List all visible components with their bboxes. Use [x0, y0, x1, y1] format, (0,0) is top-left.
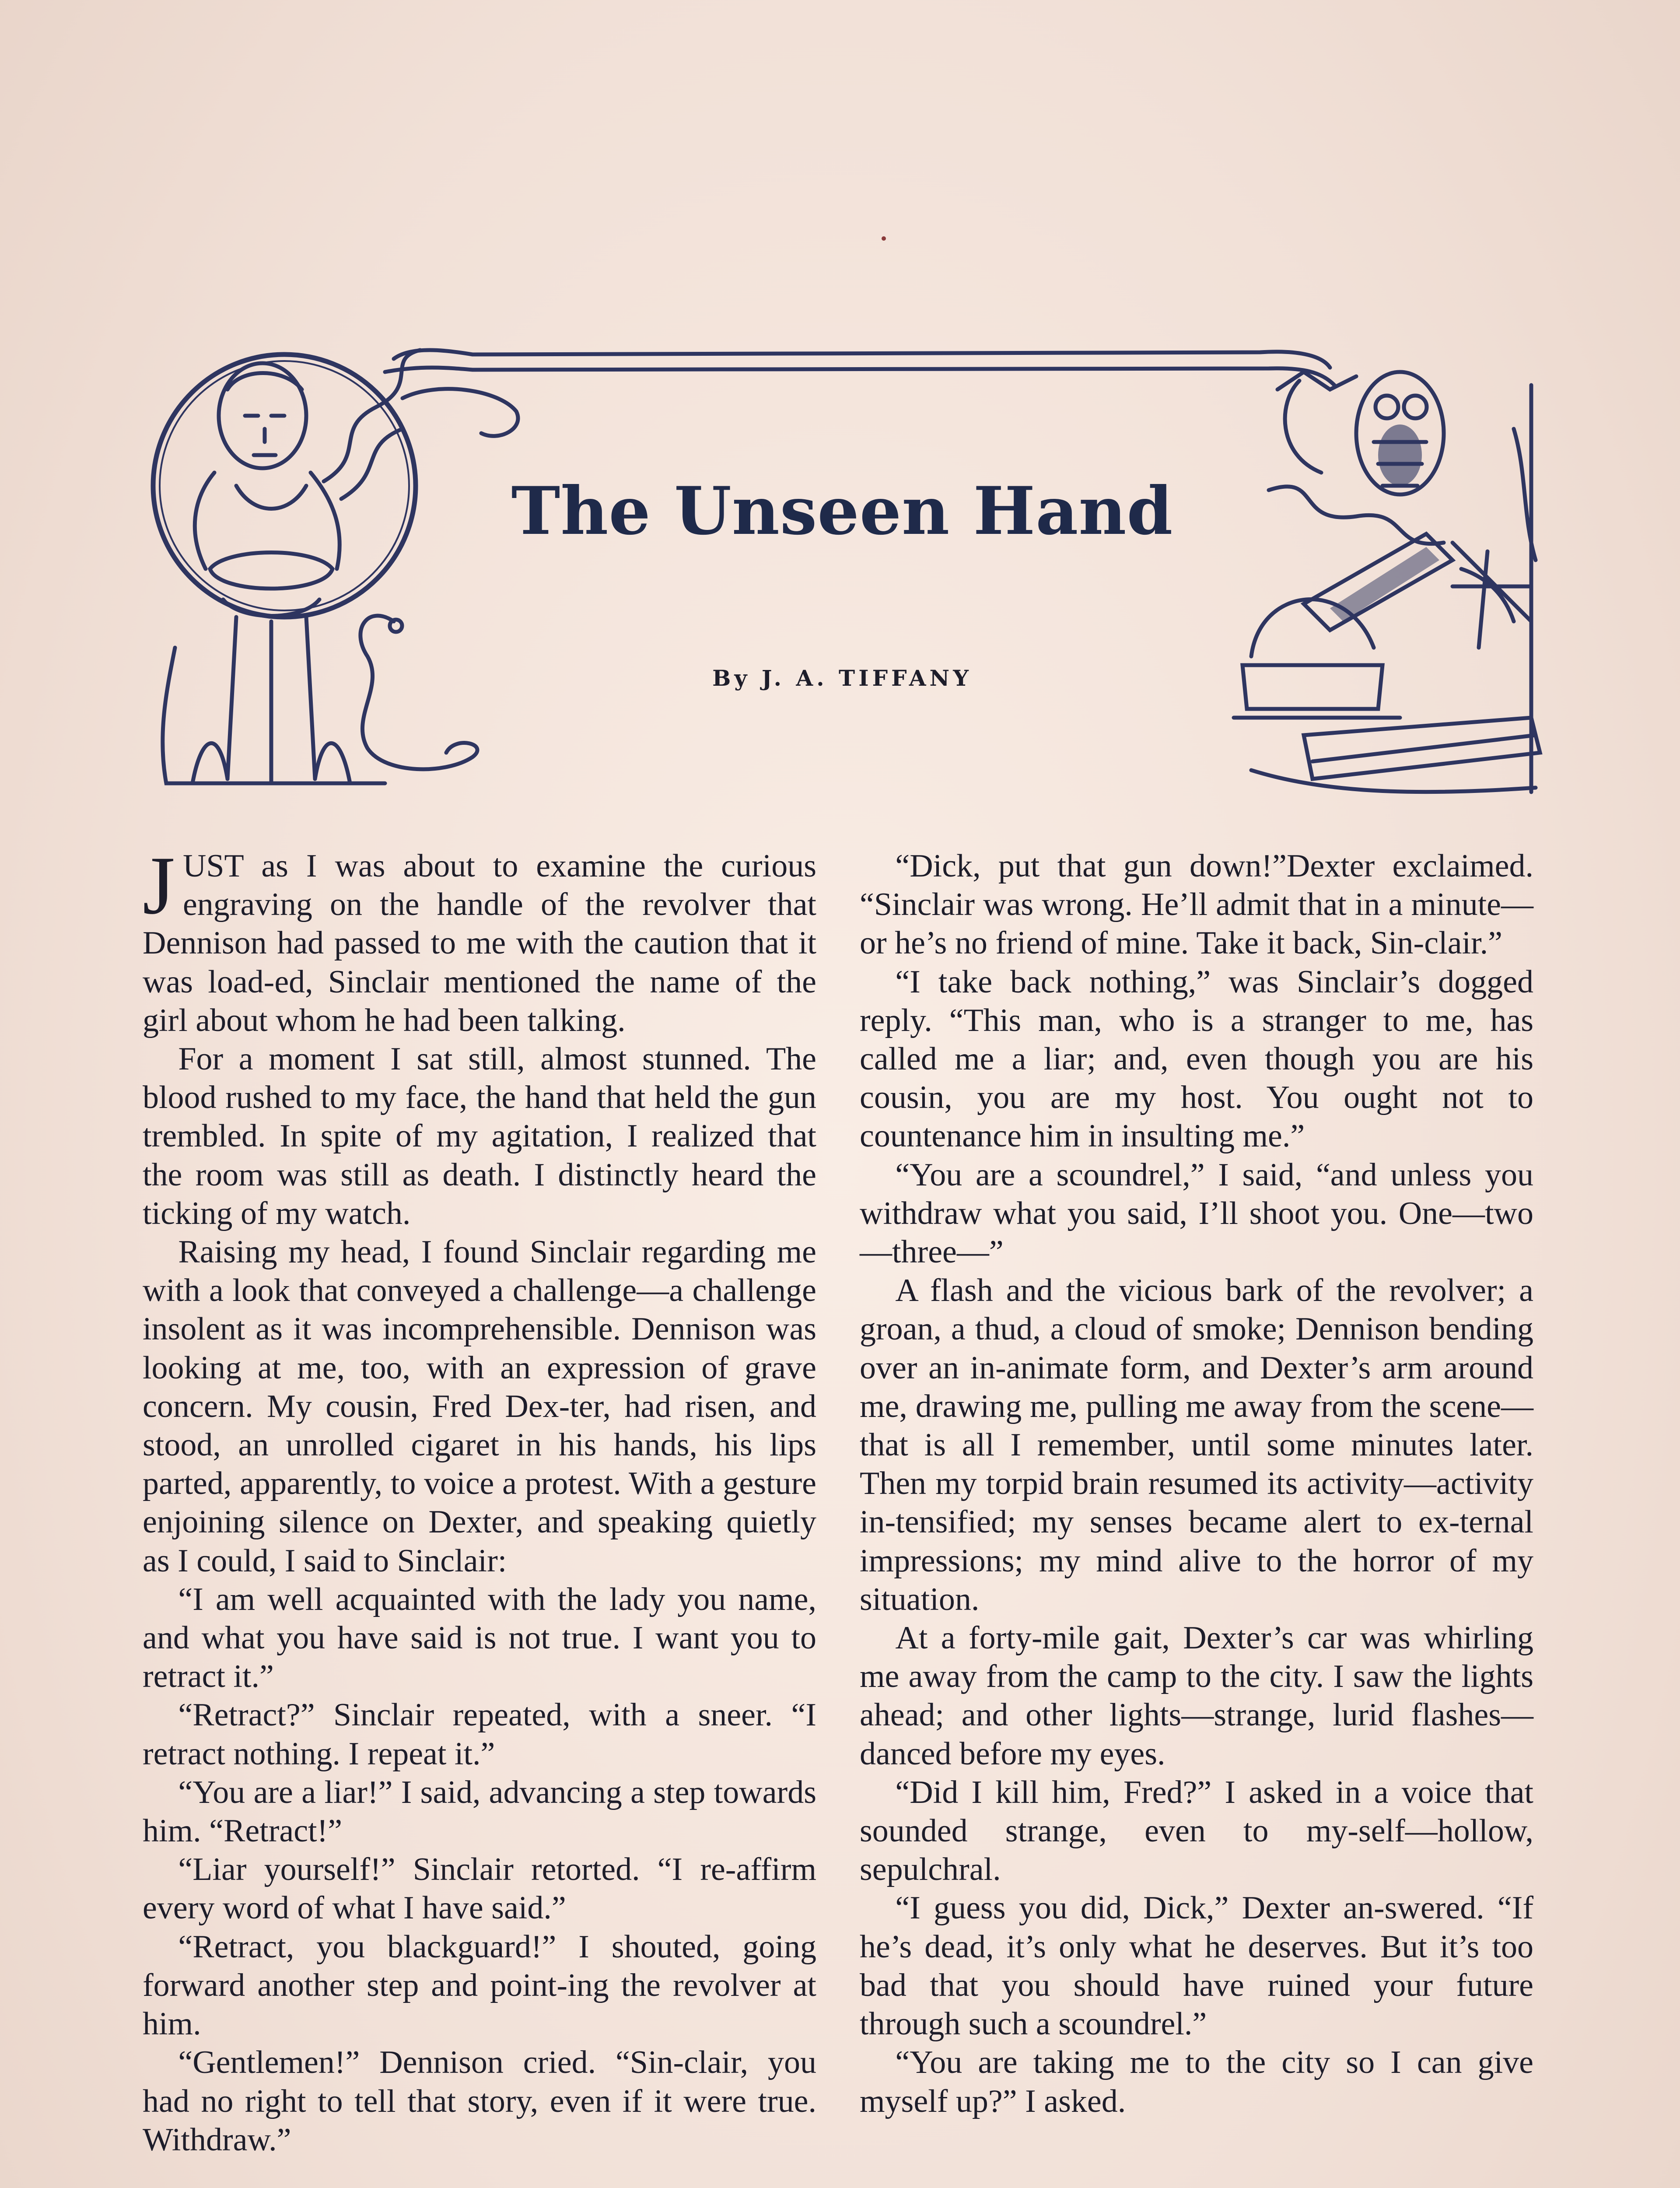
paragraph: “Retract?” Sinclair repeated, with a sneer. “I retract nothing. I repeat it.” — [143, 1697, 816, 1772]
paragraph: “I take back nothing,” was Sinclair’s dogged reply. “This man, who is a stranger to me, has called me a liar; and, even though you are his cousin, you are my host. You ought not to countenance him in insulting me.” — [860, 964, 1533, 1154]
drop-cap: J — [143, 840, 175, 932]
paragraph: “I am well acquainted with the lady you name, and what you have said is not true. I want you to retract it.” — [143, 1581, 816, 1695]
paragraph: At a forty-mile gait, Dexter’s car was whirling me away from the camp to the city. I saw the lights ahead; and other lights—strange, lurid flashes—danced before my eyes. — [860, 1620, 1533, 1772]
text-column-right — [860, 847, 1533, 2121]
decorative-border-illustration — [140, 341, 1544, 810]
paragraph: “Did I kill him, Fred?” I asked in a voice that sounded strange, even to my-self—hollow, sepulchral. — [860, 1774, 1533, 1888]
story-byline: By J. A. TIFFANY — [712, 665, 972, 691]
paragraph: For a moment I sat still, almost stunned. The blood rushed to my face, the hand that held the gun trembled. In spite of my agitation, I realized that the room was still as death. I distinctly heard the ticking of my watch. — [143, 1041, 816, 1231]
paragraph: A flash and the vicious bark of the revolver; a groan, a thud, a cloud of smoke; Dennison bending over an in-animate form, and Dexter’s arm around me, drawing me, pulling me away from the scene— that is all I remember, until some minutes later. Then my torpid brain resumed its activity—activity in-tensified; my senses became alert to ex-ternal impressions; my mind alive to the horror of my situation. — [860, 1273, 1533, 1617]
paragraph: “I guess you did, Dick,” Dexter an-swered. “If he’s dead, it’s only what he deserves. But it’s too bad that you should have ruined your future through such a scoundrel.” — [860, 1890, 1533, 2042]
paragraph: “Dick, put that gun down!”Dexter exclaimed. “Sinclair was wrong. He’ll admit that in a minute—or he’s no friend of mine. Take it back, Sin-clair.” — [860, 848, 1533, 961]
story-title: The Unseen Hand — [511, 473, 1173, 550]
paragraph: Raising my head, I found Sinclair regarding me with a look that conveyed a challenge—a challenge insolent as it was incomprehensible. Dennison was looking at me, too, with an expression of grave concern. My cousin, Fred Dex-ter, had risen, and stood, an unrolled cigaret in his hands, his lips parted, apparently, to voice a protest. With a gesture enjoining silence on Dexter, and speaking quietly as I could, I said to Sinclair: — [143, 1234, 816, 1579]
paragraph: “Liar yourself!” Sinclair retorted. “I re-affirm every word of what I have said.” — [143, 1851, 816, 1926]
paragraph: “You are a scoundrel,” I said, “and unless you withdraw what you said, I’ll shoot you. One—two—three—” — [860, 1157, 1533, 1270]
text-column-left — [143, 840, 816, 2159]
paragraph: “Gentlemen!” Dennison cried. “Sin-clair, you had no right to tell that story, even if it were true. Withdraw.” — [143, 2044, 816, 2158]
paragraph: “Retract, you blackguard!” I shouted, going forward another step and point-ing the revolver at him. — [143, 1929, 816, 2042]
paragraph: “You are a liar!” I said, advancing a step towards him. “Retract!” — [143, 1774, 816, 1849]
paragraph: JUST as I was about to examine the curious engraving on the handle of the revolver that Dennison had passed to me with the caution that it was load-ed, Sinclair mentioned the name of the girl about whom he had been talking. — [143, 840, 816, 1038]
paragraph: “You are taking me to the city so I can give myself up?” I asked. — [860, 2044, 1533, 2119]
ink-speck — [882, 236, 886, 241]
title-header — [140, 341, 1544, 810]
